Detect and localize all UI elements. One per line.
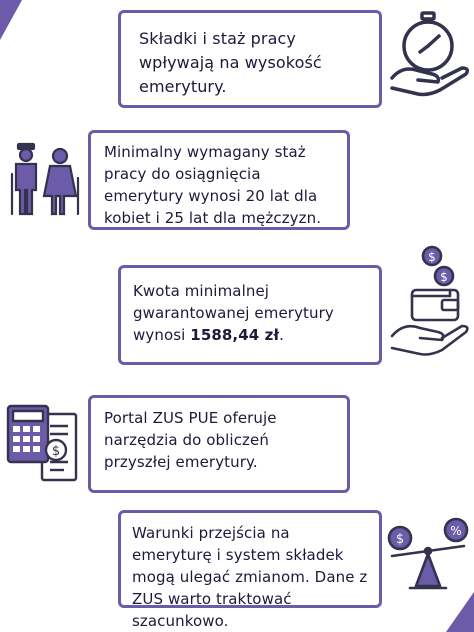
card-text: Warunki przejścia na emeryturę i system składek mogą ulegać zmianom. Dane z ZUS warto traktować szacunkowo. [132,524,368,630]
info-card-contributions [118,10,382,108]
elderly-couple-icon [4,142,84,216]
balance-scale-icon [386,516,470,596]
svg-text:$: $ [395,532,405,547]
corner-decoration-bottom-right [446,592,474,632]
svg-text:$: $ [428,250,436,264]
card-text: Portal ZUS PUE oferuje narzędzia do obliczeń przyszłej emerytury. [104,409,277,471]
svg-text:$: $ [51,444,61,459]
info-card-work-experience [88,130,350,230]
card-text: Minimalny wymagany staż pracy do osiągnięcia emerytury wynosi 20 lat dla kobiet i 25 lat dla mężczyzn. [104,143,322,227]
pension-amount: 1588,44 zł [190,326,280,344]
svg-text:%: % [450,524,462,538]
svg-text:$: $ [440,270,448,284]
calculator-document-icon [6,404,84,486]
info-card-minimum-pension [118,265,382,365]
info-card-zus-portal [88,395,350,493]
card-text-after: . [279,326,284,344]
stopwatch-hand-icon [384,8,472,98]
wallet-coins-hand-icon [386,244,470,360]
corner-decoration-top-left [0,0,22,40]
card-text: Składki i staż pracy wpływają na wysokość emerytury. [139,29,322,96]
card-text-before: Kwota minimalnej gwarantowanej emerytury wynosi [133,282,334,344]
info-card-changes-disclaimer [118,510,382,630]
card-text [133,280,367,346]
